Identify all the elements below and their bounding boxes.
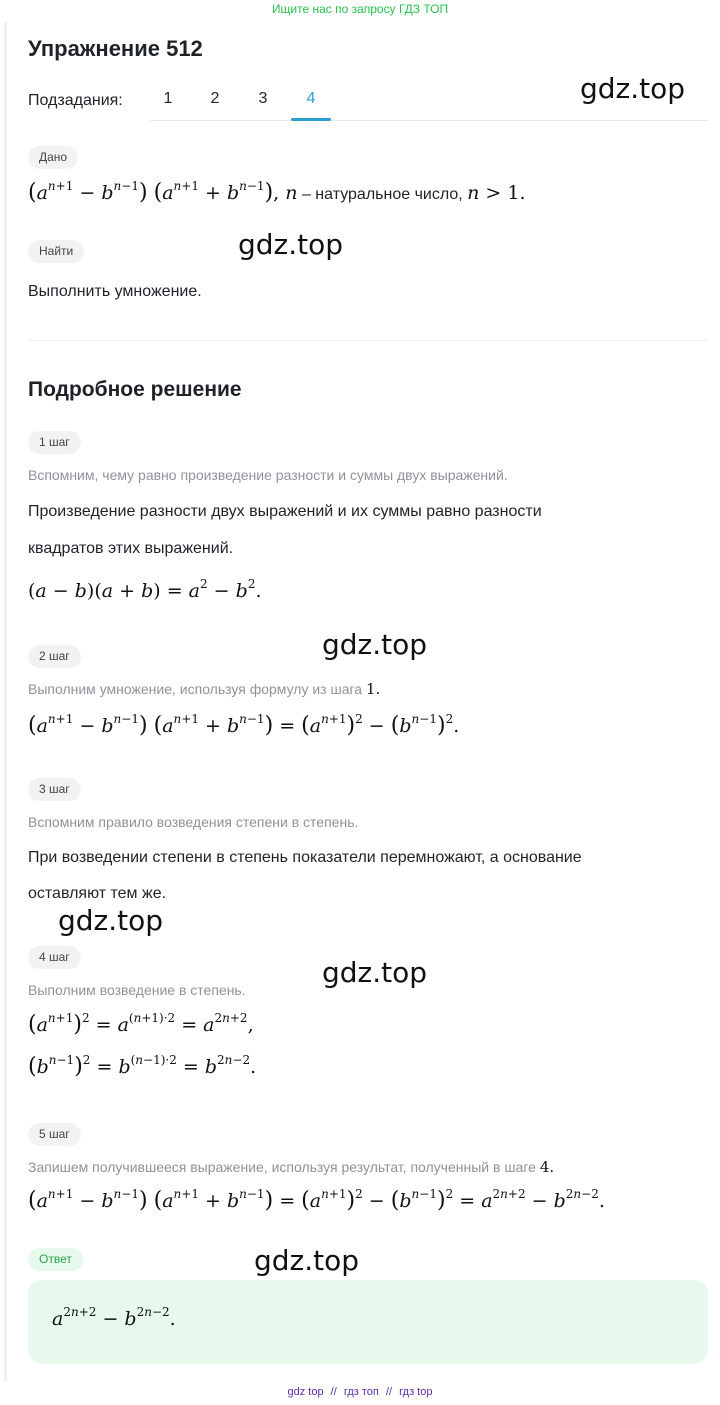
given-expression: $(a^{n+1} - b^{n-1}) (a^{n+1} + b^{n-1})$, n [28,179,298,205]
step-5-badge: 5 шаг [28,1123,81,1146]
step-4-badge: 4 шаг [28,946,81,969]
step-4-formula-1: $(a^{n+1})^2 = a^{(n+1)\cdot 2} = a^{2n+2}$, [28,1011,254,1037]
step-2-formula: $(a^{n+1} - b^{n-1}) (a^{n+1} + b^{n-1}) = (a^{n+1})^2 - (b^{n-1})^2$. [28,712,460,738]
solution-title: Подробное решение [28,378,242,401]
answer-formula: $a^{2n+2} - b^{2n-2}$. [52,1305,176,1330]
footer-link-2[interactable]: гдз топ [343,1386,379,1398]
step-1-badge: 1 шаг [28,431,81,454]
watermark: gdz.top [580,72,686,105]
step-5-hint: Запишем получившееся выражение, используя результат, полученный в шаге 4. [28,1158,555,1176]
watermark: gdz.top [322,628,428,661]
step-1-formula: $(a - b)(a + b) = a^2 - b^2$. [28,577,262,602]
step-3-hint: Вспомним правило возведения степени в степень. [28,814,359,830]
step-1-text-line-2: квадратов этих выражений. [28,540,234,557]
given-badge: Дано [28,146,78,169]
step-4-formula-2: $(b^{n-1})^2 = b^{(n-1)\cdot 2} = b^{2n-2}$. [28,1053,257,1079]
tab-1[interactable]: 1 [163,90,173,107]
subtasks-label: Подзадания: [28,92,123,109]
footer-link-3[interactable]: гдз top [399,1386,433,1398]
footer-separator: // [385,1386,393,1398]
footer-separator: // [330,1386,337,1398]
answer-badge: Ответ [28,1248,83,1271]
step-2-badge: 2 шаг [28,645,81,668]
watermark: gdz.top [238,228,344,261]
watermark: gdz.top [58,904,164,937]
given-statement [28,180,526,205]
watermark: gdz.top [322,956,428,989]
find-badge: Найти [28,240,84,263]
tab-4[interactable]: 4 [306,90,316,107]
footer-link-1[interactable]: gdz top [287,1386,324,1398]
step-3-badge: 3 шаг [28,778,81,801]
find-text: Выполнить умножение. [28,283,202,300]
tab-2[interactable]: 2 [210,90,220,107]
step-5-formula: $(a^{n+1} - b^{n-1}) (a^{n+1} + b^{n-1}) = (a^{n+1})^2 - (b^{n-1})^2 = a^{2n+2} - b^{2n-2}$. [28,1187,605,1213]
footer-links [0,1386,720,1398]
step-3-text-line-2: оставляют тем же. [28,885,167,902]
active-tab-indicator [291,118,331,121]
step-4-hint: Выполним возведение в степень. [28,982,246,998]
tabs-divider [150,120,708,121]
step-1-text-line-1: Произведение разности двух выражений и их суммы равно разности [28,503,542,520]
given-condition: n > 1. [467,182,526,204]
top-banner[interactable]: Ищите нас по запросу ГДЗ ТОП [271,2,449,16]
watermark: gdz.top [254,1244,360,1277]
step-2-hint: Выполним умножение, используя формулу из шага 1. [28,680,381,698]
tab-3[interactable]: 3 [258,90,268,107]
step-1-hint: Вспомним, чему равно произведение разности и суммы двух выражений. [28,467,508,483]
page-title: Упражнение 512 [28,36,203,61]
given-text: – натуральное число, [297,186,468,203]
step-3-text-line-1: При возведении степени в степень показатели перемножают, а основание [28,849,582,866]
left-border [4,22,7,1382]
section-divider [28,340,708,341]
